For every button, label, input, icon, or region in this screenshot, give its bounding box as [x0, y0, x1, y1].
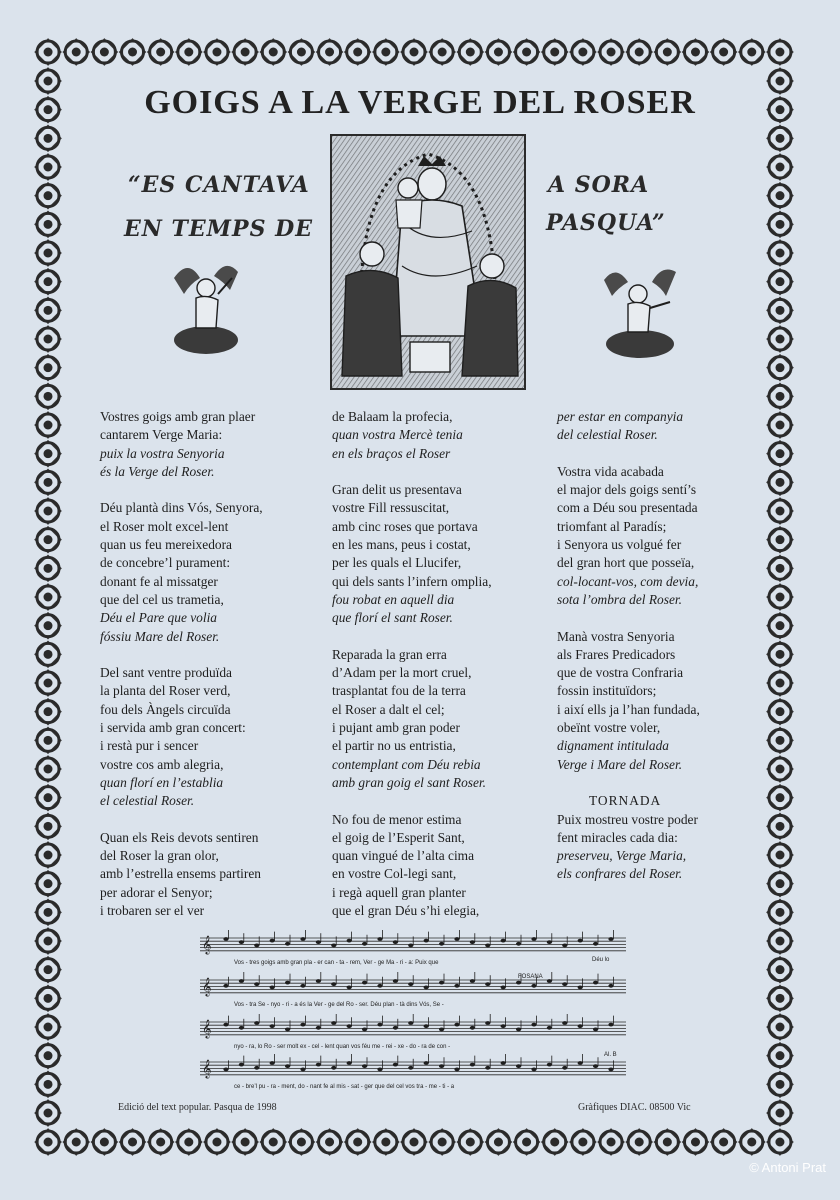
verse-line: qui dels sants l’infern omplia,	[332, 573, 492, 589]
verse-line: el Roser molt excel-lent	[100, 518, 229, 534]
verse-line: donant fe al missatger	[100, 573, 218, 589]
score-mark: Déu lo	[592, 957, 610, 963]
verse-line: amb gran goig el sant Roser.	[332, 774, 486, 790]
right-angel-image	[596, 262, 682, 367]
verse-line: fou robat en aquell dia	[332, 591, 455, 607]
verse-line: dignament intitulada	[557, 738, 669, 754]
verse-line	[557, 774, 700, 792]
verse-line	[332, 463, 492, 481]
score-lyric-line: ce - bre’l pu - ra - ment, do - nant fe al mis - sat - ger que del cel vos tra - me - ti - a	[234, 1084, 455, 1090]
verse-line: Reparada la gran erra	[332, 646, 447, 662]
verse-line: Déu plantà dins Vós, Senyora,	[100, 500, 263, 516]
verse-line: sota l’ombra del Roser.	[557, 591, 682, 607]
verse-line: trasplantat fou de la terra	[332, 683, 466, 699]
verse-line: el goig de l’Esperit Sant,	[332, 829, 465, 845]
verse-line	[557, 445, 700, 463]
verse-line: i així ells ja l’han fundada,	[557, 701, 700, 717]
verse-line: quan florí en l’establia	[100, 774, 224, 790]
verse-line: del Roser la gran olor,	[100, 848, 219, 864]
verse-line: i restà pur i sencer	[100, 738, 199, 754]
verse-line: en vostre Col-legi sant,	[332, 866, 457, 882]
verse-line: per les quals el Llucifer,	[332, 555, 462, 571]
verse-line: als Frares Predicadors	[557, 646, 676, 662]
score-lyric-line: Vos - tres goigs amb gran pla - er can - ta - rem, Ver - ge Ma - ri - a: Puix que	[234, 960, 439, 966]
verse-line: la planta del Roser verd,	[100, 683, 231, 699]
verse-line: Vostres goigs amb gran plaer	[100, 409, 256, 424]
photo-credit: © Antoni Prat	[749, 1160, 826, 1175]
verse-line: fent miracles cada dia:	[557, 829, 678, 845]
verse-line: TORNADA	[589, 793, 662, 809]
verse-line: fóssiu Mare del Roser.	[100, 628, 220, 644]
verse-line: quan us feu mereixedora	[100, 537, 232, 553]
music-staff-icon	[200, 928, 630, 1098]
madonna-icon	[332, 136, 524, 388]
left-angel-image	[166, 258, 246, 363]
verse-line: fou dels Àngels circuïda	[100, 701, 231, 717]
verse-line	[557, 609, 700, 627]
verse-line: vostre Fill ressuscitat,	[332, 500, 450, 516]
verse-line: Puix mostreu vostre poder	[557, 811, 698, 827]
verse-line: Gran delit us presentava	[332, 482, 462, 498]
verse-line: és la Verge del Roser.	[100, 463, 215, 479]
verse-line: del celestial Roser.	[557, 427, 658, 443]
subtitle-line1-left: “ES CANTAVA	[128, 172, 310, 198]
music-score	[200, 928, 630, 1103]
footer-edition: Edició del text popular. Pasqua de 1998	[118, 1102, 277, 1113]
score-lyric-line: nyo - ra, lo Ro - ser molt ex - cel - lent quan vos féu me - rei - xe - do - ra de con -	[234, 1044, 451, 1050]
verse-line: que florí el sant Roser.	[332, 610, 453, 626]
verse-line: i Senyora us volgué fer	[557, 537, 682, 553]
score-mark: Al. B	[604, 1052, 617, 1058]
verse-line: vostre cos amb alegria,	[100, 756, 224, 772]
verse-line: i servida amb gran concert:	[100, 720, 246, 736]
verse-line: Del sant ventre produïda	[100, 665, 233, 681]
verse-line: en les mans, peus i costat,	[332, 537, 471, 553]
verse-line: el major dels goigs sentí’s	[557, 482, 697, 498]
verse-line: el Roser a dalt el cel;	[332, 701, 445, 717]
verse-line: Vostra vida acabada	[557, 463, 664, 479]
subtitle-line2-right: PASQUA”	[546, 210, 666, 236]
verse-line: Verge i Mare del Roser.	[557, 756, 683, 772]
verse-line: com a Déu sou presentada	[557, 500, 698, 516]
verses-column-2	[332, 408, 492, 920]
svg-text:𝄞: 𝄞	[202, 937, 212, 954]
verse-line: i pujant amb gran poder	[332, 720, 460, 736]
virgin-woodcut-image	[330, 134, 526, 390]
verse-line: obeïnt vostre voler,	[557, 720, 661, 736]
verse-line: el partir no us entristia,	[332, 738, 456, 754]
svg-text:𝄞: 𝄞	[202, 979, 212, 996]
verse-line: que de vostra Confraria	[557, 665, 684, 681]
verse-line: No fou de menor estima	[332, 811, 462, 827]
verse-line	[100, 646, 263, 664]
verse-line	[332, 792, 492, 810]
verse-line: que el gran Déu s’hi elegia,	[332, 903, 480, 919]
verse-line: amb l’estrella ensems partiren	[100, 866, 261, 882]
verse-line: els confrares del Roser.	[557, 866, 683, 882]
verse-line: triomfant al Paradís;	[557, 518, 667, 534]
verse-line	[100, 481, 263, 499]
verse-line: puix la vostra Senyoria	[100, 445, 225, 461]
verse-line: Manà vostra Senyoria	[557, 628, 675, 644]
subtitle-line2-left: EN TEMPS DE	[124, 216, 313, 242]
angel-icon	[596, 262, 682, 362]
verses-column-3	[557, 408, 700, 884]
verse-line: preserveu, Verge Maria,	[557, 848, 687, 864]
verse-line: fossin instituïdors;	[557, 683, 657, 699]
verse-line: del gran hort que posseïa,	[557, 555, 695, 571]
verse-line: en els braços el Roser	[332, 445, 451, 461]
verse-line: el celestial Roser.	[100, 793, 195, 809]
verse-line	[100, 811, 263, 829]
verse-line: d’Adam per la mort cruel,	[332, 665, 472, 681]
verse-line: quan vostra Mercè tenia	[332, 427, 463, 443]
angel-icon	[166, 258, 246, 358]
score-lyric-line: Vos - tra Se - nyo - ri - a és la Ver - ge del Ro - ser. Déu plan - tà dins Vós, Se -	[234, 1002, 444, 1008]
verse-line: Déu el Pare que volia	[100, 610, 218, 626]
verse-line: de concebre’l purament:	[100, 555, 231, 571]
verse-line: quan vingué de l’alta cima	[332, 848, 475, 864]
verses-column-1	[100, 408, 263, 920]
verse-line: cantarem Verge Maria:	[100, 427, 223, 443]
verse-line: que del cel us trametia,	[100, 591, 224, 607]
verse-line: amb cinc roses que portava	[332, 518, 478, 534]
verse-line: per adorar el Senyor;	[100, 884, 213, 900]
verse-line: i trobaren ser el ver	[100, 903, 205, 919]
verse-line: col-locant-vos, com devia,	[557, 573, 699, 589]
page-title: GOIGS A LA VERGE DEL ROSER	[144, 84, 696, 121]
svg-text:𝄞: 𝄞	[202, 1021, 212, 1038]
verse-line	[332, 628, 492, 646]
verse-line: de Balaam la profecia,	[332, 409, 453, 424]
verse-line: Quan els Reis devots sentiren	[100, 829, 259, 845]
svg-text:𝄞: 𝄞	[202, 1061, 212, 1078]
footer-printer: Gràfiques DIAC. 08500 Vic	[578, 1102, 691, 1113]
verse-line: i regà aquell gran planter	[332, 884, 466, 900]
verse-line: contemplant com Déu rebia	[332, 756, 481, 772]
score-mark: FOSANA	[518, 974, 543, 980]
subtitle-line1-right: A SORA	[548, 172, 650, 198]
verse-line: per estar en companyia	[557, 409, 684, 424]
